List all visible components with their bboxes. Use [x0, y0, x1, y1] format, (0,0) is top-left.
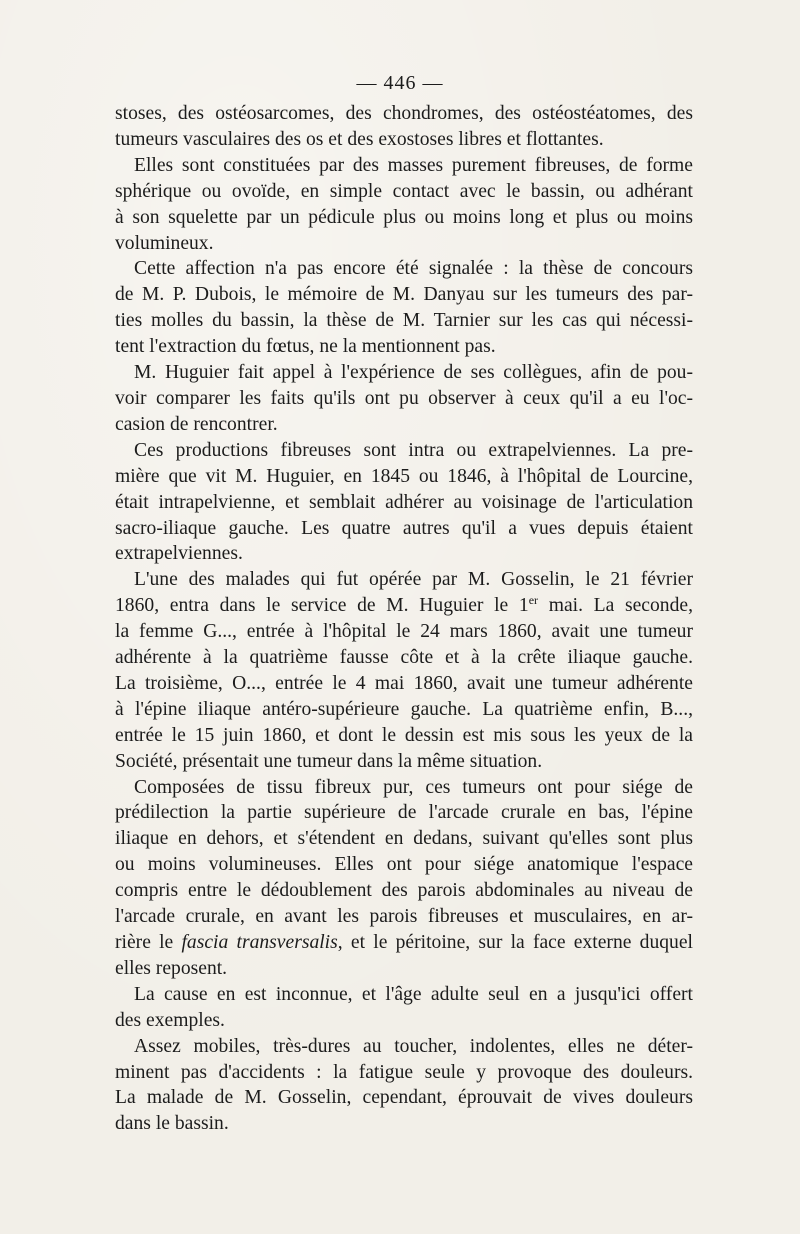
- text-line: de M. P. Dubois, le mémoire de M. Danyau sur les tumeurs des par-: [115, 284, 693, 306]
- text-line: Composées de tissu fibreux pur, ces tumeurs ont pour siége de: [134, 776, 693, 798]
- text-line: adhérente à la quatrième fausse côte et à la crête iliaque gauche.: [115, 647, 693, 669]
- paragraph: [115, 775, 693, 982]
- text-line: 1860, entra dans le service de M. Huguier le 1er mai. La seconde,: [115, 593, 693, 617]
- text-line: à son squelette par un pédicule plus ou moins long et plus ou moins: [115, 206, 693, 228]
- paragraph: [115, 567, 693, 774]
- text-line: ties molles du bassin, la thèse de M. Tarnier sur les cas qui nécessi-: [115, 310, 693, 332]
- text-line: tent l'extraction du fœtus, ne la mentionnent pas.: [115, 336, 496, 358]
- text-line: prédilection la partie supérieure de l'arcade crurale en bas, l'épine: [115, 802, 693, 824]
- paragraph: [115, 153, 693, 257]
- text-line: entrée le 15 juin 1860, et dont le dessin est mis sous les yeux de la: [115, 724, 693, 746]
- paragraph: [115, 101, 693, 153]
- text-line: sacro-iliaque gauche. Les quatre autres qu'il a vues depuis étaient: [115, 517, 693, 539]
- text-line: compris entre le dédoublement des parois abdominales au niveau de: [115, 880, 693, 902]
- text-line: extrapelviennes.: [115, 543, 243, 565]
- text-line: la femme G..., entrée à l'hôpital le 24 mars 1860, avait une tumeur: [115, 621, 693, 643]
- text-line: La malade de M. Gosselin, cependant, éprouvait de vives douleurs: [115, 1087, 693, 1109]
- text-line: L'une des malades qui fut opérée par M. Gosselin, le 21 février: [134, 569, 693, 591]
- text-line: rière le fascia transversalis, et le péritoine, sur la face externe duquel: [115, 932, 693, 953]
- text-line: tumeurs vasculaires des os et des exostoses libres et flottantes.: [115, 128, 604, 150]
- text-line: casion de rencontrer.: [115, 413, 278, 435]
- text-line: minent pas d'accidents : la fatigue seule y provoque des douleurs.: [115, 1061, 693, 1083]
- text-line: M. Huguier fait appel à l'expérience de ses collègues, afin de pou-: [134, 362, 693, 384]
- paragraph: [115, 256, 693, 360]
- text-line: mière que vit M. Huguier, en 1845 ou 1846, à l'hôpital de Lourcine,: [115, 465, 693, 487]
- text-line: Elles sont constituées par des masses purement fibreuses, de forme: [134, 154, 693, 176]
- text-line: stoses, des ostéosarcomes, des chondromes, des ostéostéatomes, des: [115, 103, 693, 124]
- text-line: Ces productions fibreuses sont intra ou extrapelviennes. La pre-: [134, 439, 693, 461]
- text-line: Assez mobiles, très-dures au toucher, indolentes, elles ne déter-: [134, 1035, 693, 1057]
- text-line: volumineux.: [115, 232, 214, 254]
- text-line: dans le bassin.: [115, 1113, 229, 1135]
- paragraph: [115, 1034, 693, 1138]
- paragraph: [115, 360, 693, 438]
- text-line: elles reposent.: [115, 957, 228, 979]
- text-line: des exemples.: [115, 1009, 225, 1031]
- text-line: ou moins volumineuses. Elles ont pour siége anatomique l'espace: [115, 854, 693, 876]
- text-line: Société, présentait une tumeur dans la même situation.: [115, 750, 543, 772]
- text-line: sphérique ou ovoïde, en simple contact avec le bassin, ou adhérant: [115, 180, 693, 202]
- paragraph: [115, 982, 693, 1034]
- text-line: voir comparer les faits qu'ils ont pu observer à ceux qu'il a eu l'oc-: [115, 387, 693, 409]
- text-line: l'arcade crurale, en avant les parois fibreuses et musculaires, en ar-: [115, 906, 693, 928]
- text-line: La cause en est inconnue, et l'âge adulte seul en a jusqu'ici offert: [134, 983, 693, 1005]
- text-line: Cette affection n'a pas encore été signalée : la thèse de concours: [134, 258, 693, 280]
- paragraph: [115, 438, 693, 568]
- text-line: iliaque en dehors, et s'étendent en dedans, suivant qu'elles sont plus: [115, 828, 693, 850]
- text-line: La troisième, O..., entrée le 4 mai 1860, avait une tumeur adhérente: [115, 672, 693, 694]
- text-line: à l'épine iliaque antéro-supérieure gauche. La quatrième enfin, B...,: [115, 698, 693, 720]
- page-number: — 446 —: [356, 72, 444, 94]
- body-text: [115, 101, 693, 1137]
- text-line: était intrapelvienne, et semblait adhérer au voisinage de l'articulation: [115, 491, 693, 513]
